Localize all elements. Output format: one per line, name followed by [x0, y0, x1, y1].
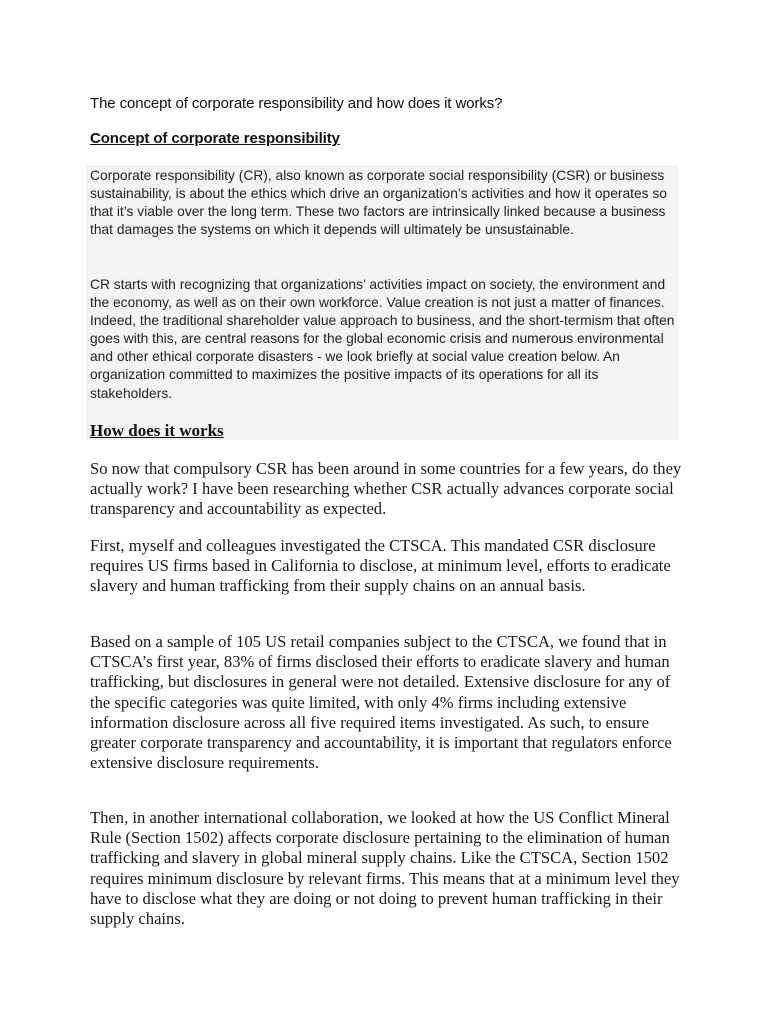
- section-heading-how-it-works: How does it works: [90, 421, 224, 440]
- paragraph-sample-results: Based on a sample of 105 US retail companies subject to the CTSCA, we found that in CTSCA’s first year, 83% of firms disclosed their efforts to eradicate slavery and human trafficking, but disclosures in general were not detailed. Extensive disclosure for any of the specific categories was quite limited, with only 4% firms including extensive information disclosure across all five required items investigated. As such, to ensure greater corporate transparency and accountability, it is important that regulators enforce extensive disclosure requirements.: [90, 632, 672, 773]
- section-heading-concept: Concept of corporate responsibility: [90, 130, 340, 147]
- paragraph-cr-definition: Corporate responsibility (CR), also known as corporate social responsibility (CSR) or business sustainability, is about the ethics which drive an organization’s activities and how it operates so that it’s viable over the long term. These two factors are intrinsically linked because a business that damages the systems on which it depends will ultimately be unsustainable.: [90, 168, 667, 238]
- document-title: The concept of corporate responsibility and how does it works?: [90, 95, 503, 112]
- paragraph-ctsca: First, myself and colleagues investigated the CTSCA. This mandated CSR disclosure requires US firms based in California to disclose, at minimum level, efforts to eradicate slavery and human trafficking from their supply chains on an annual basis.: [90, 536, 671, 596]
- paragraph-compulsory-csr: So now that compulsory CSR has been around in some countries for a few years, do they actually work? I have been researching whether CSR actually advances corporate social transparency and accountability as expected.: [90, 459, 682, 519]
- paragraph-conflict-mineral-rule: Then, in another international collaboration, we looked at how the US Conflict Mineral Rule (Section 1502) affects corporate disclosure pertaining to the elimination of human trafficking and slavery in global mineral supply chains. Like the CTSCA, Section 1502 requires minimum disclosure by relevant firms. This means that at a minimum level they have to disclose what they are doing or not doing to prevent human trafficking in their supply chains.: [90, 808, 680, 929]
- paragraph-cr-starts: CR starts with recognizing that organizations’ activities impact on society, the environment and the economy, as well as on their own workforce. Value creation is not just a matter of finances. Indeed, the traditional shareholder value approach to business, and the short-termism that often goes with this, are central reasons for the global economic crisis and numerous environmental and other ethical corporate disasters - we look briefly at social value creation below. An organization committed to maximizes the positive impacts of its operations for all its stakeholders.: [90, 277, 675, 401]
